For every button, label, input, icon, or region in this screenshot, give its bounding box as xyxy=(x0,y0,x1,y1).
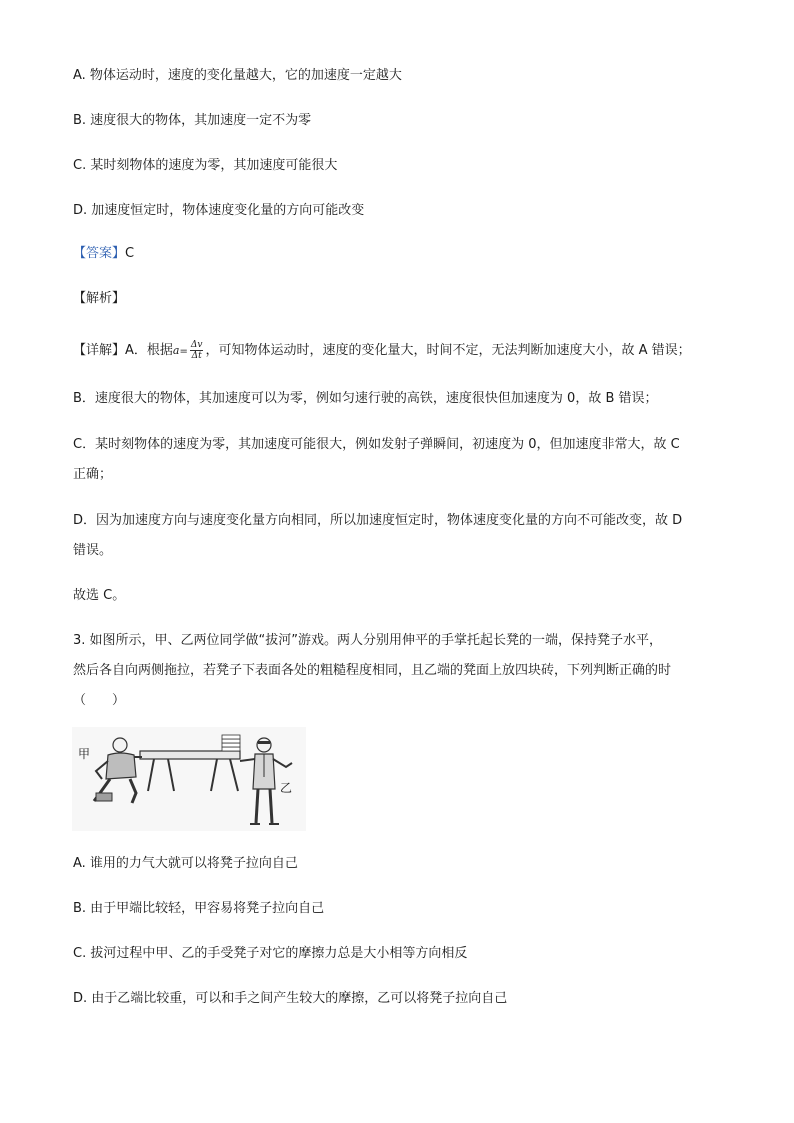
detail-prefix: 【详解】A．根据 xyxy=(73,343,173,358)
q3-option-d: D. 由于乙端比较重，可以和手之间产生较大的摩擦，乙可以将凳子拉向自己 xyxy=(73,991,508,1006)
detail-d-1: D．因为加速度方向与速度变化量方向相同，所以加速度恒定时，物体速度变化量的方向不可能改变，故 D xyxy=(73,513,683,528)
formula-denominator: Δt xyxy=(191,351,202,361)
q3-option-b: B. 由于甲端比较轻，甲容易将凳子拉向自己 xyxy=(73,901,325,916)
formula-numerator: Δv xyxy=(190,340,203,350)
detail-c-1: C．某时刻物体的速度为零，其加速度可能很大，例如发射子弹瞬间，初速度为 0，但加速度非常大，故 C xyxy=(73,437,680,452)
q3-stem-2: 然后各自向两侧拖拉，若凳子下表面各处的粗糙程度相同，且乙端的凳面上放四块砖，下列判断正确的时 xyxy=(73,663,672,678)
q2-option-c: C. 某时刻物体的速度为零，其加速度可能很大 xyxy=(73,158,338,173)
q3-stem-3: （ ） xyxy=(73,693,126,708)
detail-c-2: 正确； xyxy=(73,467,113,482)
conclusion: 故选 C。 xyxy=(73,588,126,603)
detail-a-rest: ，可知物体运动时，速度的变化量大，时间不定，无法判断加速度大小，故 A 错误； xyxy=(205,343,691,358)
bench-illustration xyxy=(72,727,306,831)
q2-option-d: D. 加速度恒定时，物体速度变化量的方向可能改变 xyxy=(73,203,365,218)
answer-value: C xyxy=(125,246,135,261)
analysis-label: 【解析】 xyxy=(73,291,126,306)
figure-label-yi: 乙 xyxy=(280,781,293,795)
answer-line xyxy=(73,245,134,263)
detail-d-2: 错误。 xyxy=(73,543,113,558)
q3-option-a: A. 谁用的力气大就可以将凳子拉向自己 xyxy=(73,856,298,871)
answer-label: 【答案】 xyxy=(73,246,126,261)
q2-option-a: A. 物体运动时，速度的变化量越大，它的加速度一定越大 xyxy=(73,68,402,83)
tug-of-war-figure xyxy=(72,727,306,831)
q2-option-b: B. 速度很大的物体，其加速度一定不为零 xyxy=(73,113,312,128)
detail-a-line xyxy=(73,340,691,361)
formula-eq: = xyxy=(179,346,188,357)
figure-label-jia: 甲 xyxy=(78,747,91,761)
detail-b: B．速度很大的物体，其加速度可以为零，例如匀速行驶的高铁，速度很快但加速度为 0，故 B 错误； xyxy=(73,391,658,406)
q3-stem-1: 3. 如图所示，甲、乙两位同学做“拔河”游戏。两人分别用伸平的手掌托起长凳的一端，保持凳子水平， xyxy=(73,633,663,648)
formula-lhs: a xyxy=(172,344,180,357)
formula-fraction xyxy=(190,340,204,361)
q3-option-c: C. 拔河过程中甲、乙的手受凳子对它的摩擦力总是大小相等方向相反 xyxy=(73,946,468,961)
